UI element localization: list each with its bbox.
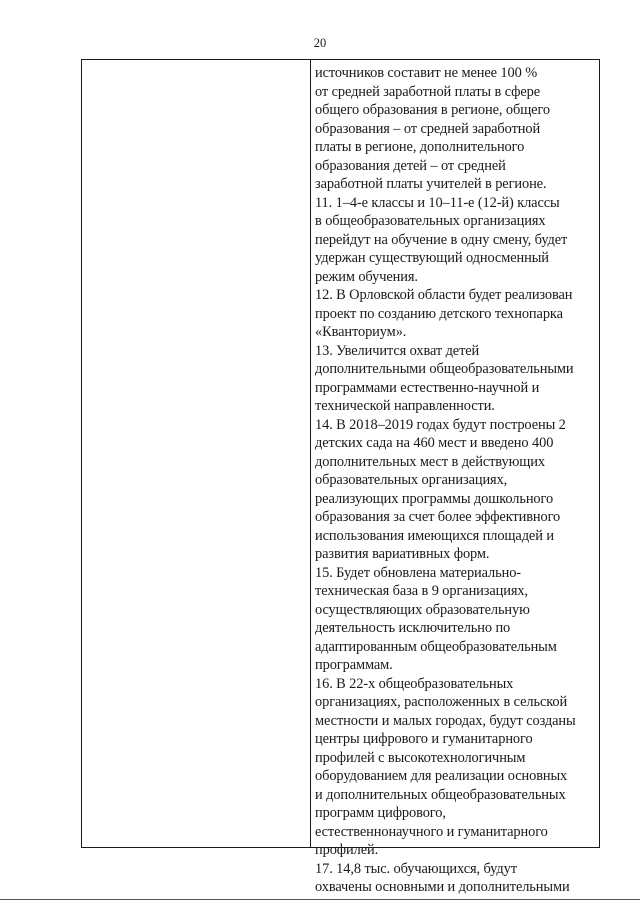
text-line: образовательных организациях, [315,472,508,488]
table-right-cell [315,64,599,897]
text-line: профилей. [315,842,379,858]
text-line: платы в регионе, дополнительного [315,139,525,155]
text-line: местности и малых городах, будут созданы [315,712,576,729]
text-line: перейдут на обучение в одну смену, будет [315,231,568,248]
text-line: 15. Будет обновлена материально- [315,564,521,581]
text-line: развития вариативных форм. [315,546,490,562]
text-line: образования за счет более эффективного [315,509,561,525]
table-column-divider [310,60,311,847]
text-line: удержан существующий односменный [315,250,549,266]
text-line: центры цифрового и гуманитарного [315,731,533,747]
text-line: в общеобразовательных организациях [315,213,546,229]
text-line: 11. 1–4-е классы и 10–11-е (12-й) классы [315,194,560,211]
text-line: источников составит не менее 100 % [315,65,538,81]
text-line: естественнонаучного и гуманитарного [315,823,548,840]
text-line: использования имеющихся площадей и [315,527,554,544]
text-line: 17. 14,8 тыс. обучающихся, будут [315,860,517,877]
text-line: образования – от средней заработной [315,120,541,137]
text-line: заработной платы учителей в регионе. [315,176,547,192]
text-line: «Кванториум». [315,324,407,340]
text-line: 14. В 2018–2019 годах будут построены 2 [315,416,566,433]
text-line: общего образования в регионе, общего [315,102,551,118]
text-line: и дополнительных общеобразовательных [315,786,566,803]
document-table [81,59,600,895]
text-line: технической направленности. [315,398,495,414]
text-line: программ цифрового, [315,805,446,821]
text-line: адаптированным общеобразовательным [315,638,557,655]
text-line: оборудованием для реализации основных [315,768,568,784]
text-line: 16. В 22-х общеобразовательных [315,675,514,692]
text-line: техническая база в 9 организациях, [315,583,528,599]
text-line: 13. Увеличится охват детей [315,342,480,359]
page-bottom-rule [0,899,640,900]
text-line: осуществляющих образовательную [315,601,530,618]
text-line: режим обучения. [315,268,418,285]
text-line: деятельность исключительно по [315,620,511,636]
text-line: от средней заработной платы в сфере [315,83,541,100]
text-line: программам. [315,657,393,673]
page-number: 20 [313,36,327,50]
text-line: детских сада на 460 мест и введено 400 [315,435,554,451]
text-line: 12. В Орловской области будет реализован [315,287,573,303]
text-line: программами естественно-научной и [315,379,540,396]
text-line: реализующих программы дошкольного [315,490,554,507]
text-line: охвачены основными и дополнительными [315,879,570,895]
table-left-cell [82,60,310,847]
text-line: дополнительными общеобразовательными [315,361,574,377]
text-line: организациях, расположенных в сельской [315,694,568,710]
text-line: образования детей – от средней [315,157,506,174]
text-line: дополнительных мест в действующих [315,453,545,470]
text-line: профилей с высокотехнологичным [315,749,526,766]
text-line: проект по созданию детского технопарка [315,305,563,322]
